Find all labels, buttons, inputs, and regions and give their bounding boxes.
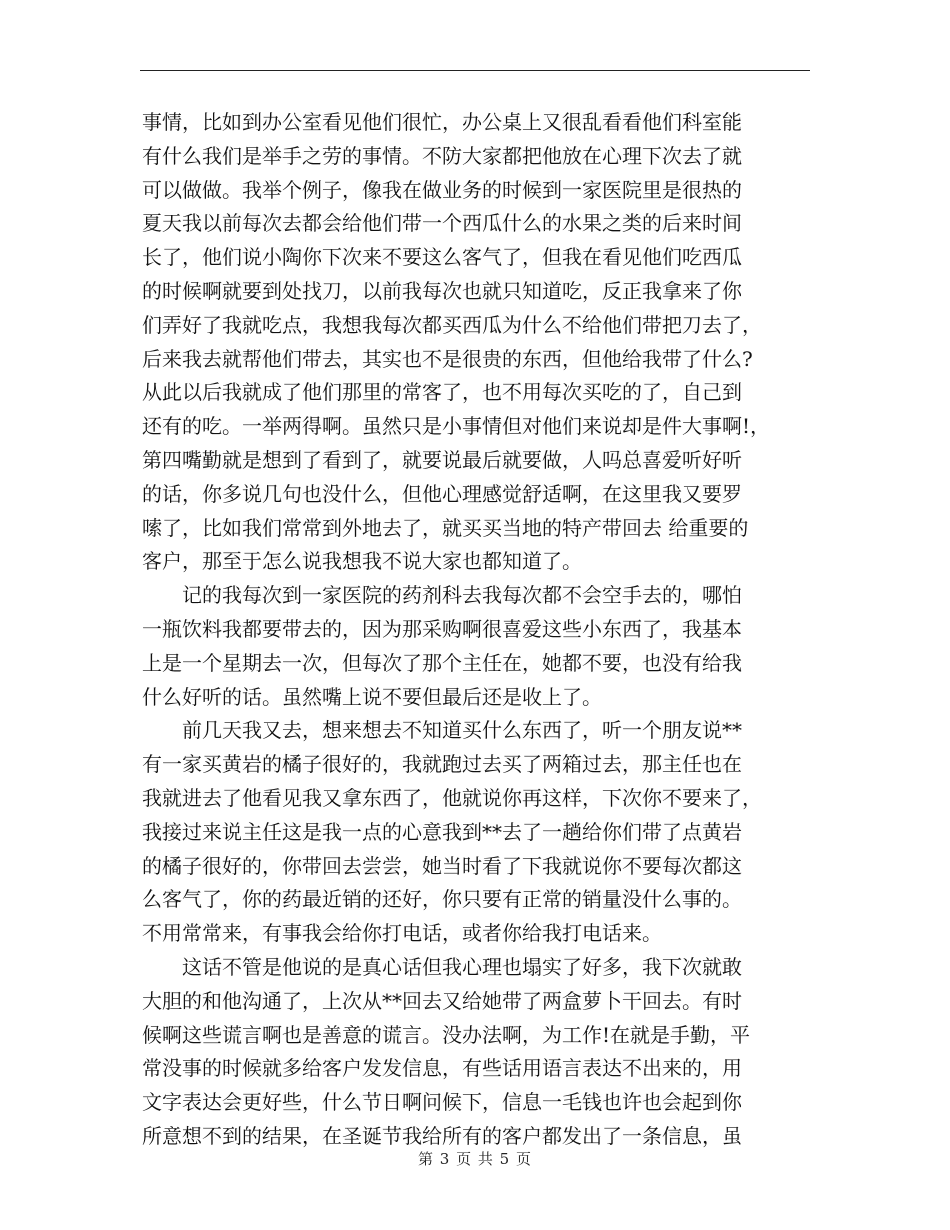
text-line: 一瓶饮料我都要带去的，因为那采购啊很喜爱这些小东西了，我基本 bbox=[142, 616, 742, 641]
text-line: 什么好听的话。虽然嘴上说不要但最后还是收上了。 bbox=[142, 684, 602, 709]
text-line: 么客气了，你的药最近销的还好，你只要有正常的销量没什么事的。 bbox=[142, 887, 742, 912]
text-line: 常没事的时候就多给客户发发信息，有些话用语言表达不出来的，用 bbox=[142, 1056, 742, 1081]
text-line: 有一家买黄岩的橘子很好的，我就跑过去买了两箱过去，那主任也在 bbox=[142, 752, 742, 777]
text-line: 嗦了，比如我们常常到外地去了，就买买当地的特产带回去 给重要的 bbox=[142, 515, 749, 540]
text-line: 这话不管是他说的是真心话但我心理也塌实了好多，我下次就敢 bbox=[142, 954, 742, 979]
text-line: 长了，他们说小陶你下次来不要这么客气了，但我在看见他们吃西瓜 bbox=[142, 245, 742, 270]
text-line: 第四嘴勤就是想到了看到了，就要说最后就要做，人吗总喜爱听好听 bbox=[142, 447, 742, 472]
text-line: 前几天我又去，想来想去不知道买什么东西了，听一个朋友说** bbox=[142, 718, 742, 743]
text-line: 的橘子很好的，你带回去尝尝，她当时看了下我就说你不要每次都这 bbox=[142, 853, 742, 878]
text-line: 有什么我们是举手之劳的事情。不防大家都把他放在心理下次去了就 bbox=[142, 143, 742, 168]
text-line: 我接过来说主任这是我一点的心意我到**去了一趟给你们带了点黄岩 bbox=[142, 819, 742, 844]
text-line: 大胆的和他沟通了，上次从**回去又给她带了两盒萝卜干回去。有时 bbox=[142, 988, 742, 1013]
text-line: 文字表达会更好些，什么节日啊问候下，信息一毛钱也许也会起到你 bbox=[142, 1090, 742, 1115]
header-rule bbox=[140, 70, 810, 71]
document-body bbox=[142, 106, 814, 1154]
text-line: 所意想不到的结果，在圣诞节我给所有的客户都发出了一条信息，虽 bbox=[142, 1123, 742, 1148]
text-line: 后来我去就帮他们带去，其实也不是很贵的东西，但他给我带了什么? bbox=[142, 346, 753, 371]
text-line: 客户，那至于怎么说我想我不说大家也都知道了。 bbox=[142, 549, 582, 574]
text-line: 可以做做。我举个例子，像我在做业务的时候到一家医院里是很热的 bbox=[142, 177, 742, 202]
text-line: 候啊这些谎言啊也是善意的谎言。没办法啊，为工作!在就是手勤，平 bbox=[142, 1022, 751, 1047]
text-line: 上是一个星期去一次，但每次了那个主任在，她都不要，也没有给我 bbox=[142, 650, 742, 675]
text-line: 的时候啊就要到处找刀，以前我每次也就只知道吃，反正我拿来了你 bbox=[142, 278, 742, 303]
text-line: 事情，比如到办公室看见他们很忙，办公桌上又很乱看看他们科室能 bbox=[142, 110, 742, 134]
text-line: 们弄好了我就吃点，我想我每次都买西瓜为什么不给他们带把刀去了， bbox=[142, 312, 762, 337]
text-line: 的话，你多说几句也没什么，但他心理感觉舒适啊，在这里我又要罗 bbox=[142, 481, 742, 506]
text-line: 还有的吃。一举两得啊。虽然只是小事情但对他们来说却是件大事啊!， bbox=[142, 414, 771, 439]
text-line: 夏天我以前每次去都会给他们带一个西瓜什么的水果之类的后来时间 bbox=[142, 211, 742, 236]
text-line: 我就进去了他看见我又拿东西了，他就说你再这样，下次你不要来了， bbox=[142, 785, 762, 810]
text-line: 不用常常来，有事我会给你打电话，或者你给我打电话来。 bbox=[142, 921, 662, 946]
page-number-footer: 第 3 页 共 5 页 bbox=[418, 1150, 532, 1168]
text-line: 从此以后我就成了他们那里的常客了，也不用每次买吃的了，自己到 bbox=[142, 380, 742, 405]
text-line: 记的我每次到一家医院的药剂科去我每次都不会空手去的，哪怕 bbox=[142, 583, 742, 608]
